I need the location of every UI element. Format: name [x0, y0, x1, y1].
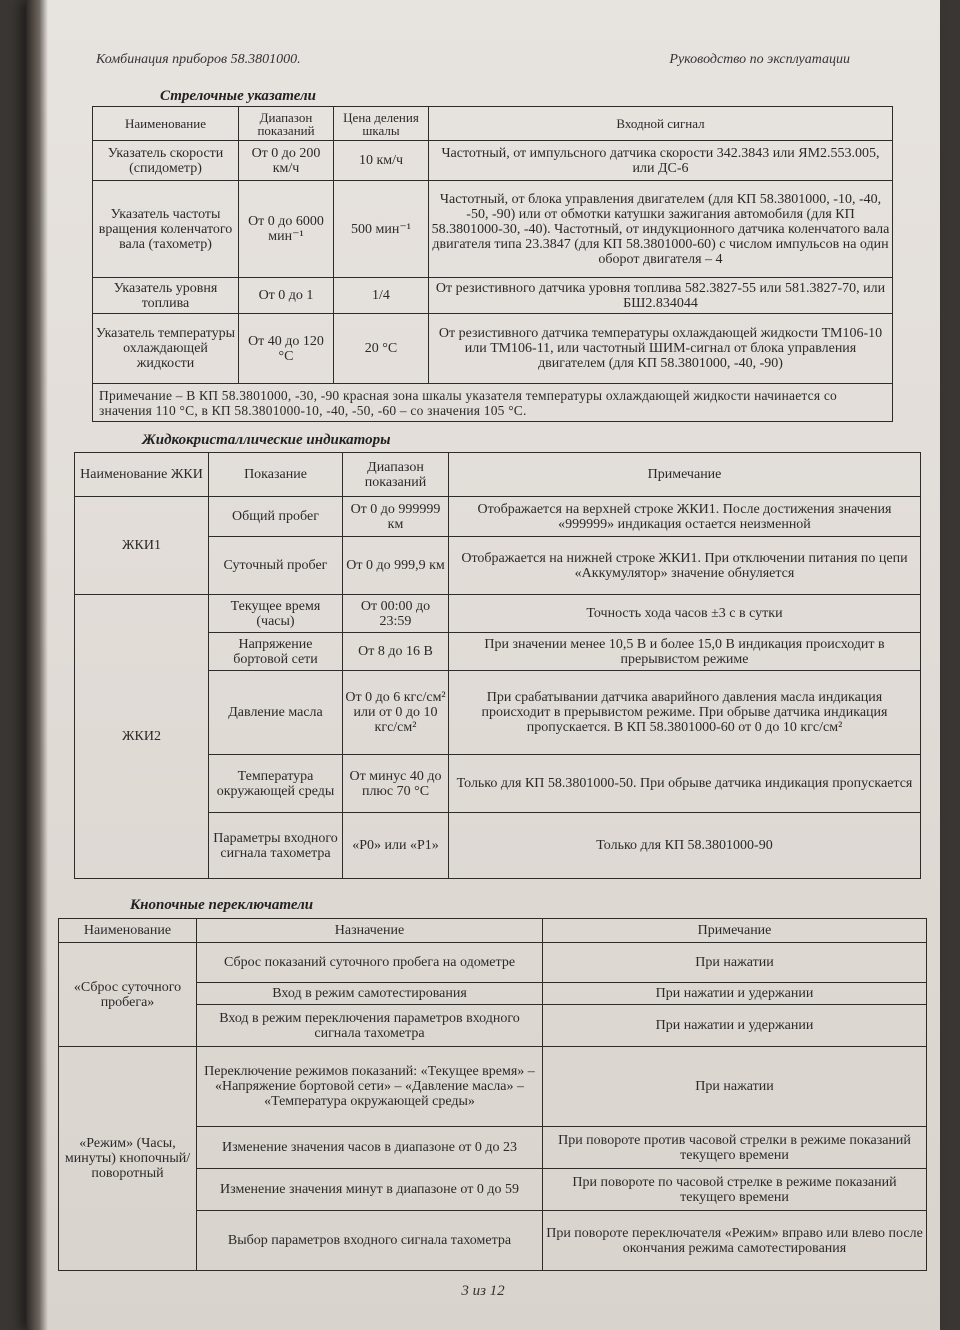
gauge-name: Указатель скорости (спидометр) [93, 141, 239, 181]
table-row [59, 1047, 927, 1127]
col-header: Входной сигнал [429, 107, 893, 141]
lcd-note: Отображается на нижней строке ЖКИ1. При отключении питания по цепи «Аккумулятор» значение обнуляется [449, 537, 921, 595]
gauges-table [92, 106, 893, 422]
lcd-range: От 0 до 6 кгс/см² или от 0 до 10 кгс/см² [343, 671, 449, 755]
lcd-reading: Общий пробег [209, 497, 343, 537]
table-row [93, 181, 893, 278]
button-group-name: «Сброс суточного пробега» [59, 943, 197, 1047]
gauge-name: Указатель температуры охлаждающей жидкости [93, 314, 239, 384]
lcd-note: Только для КП 58.3801000-50. При обрыве датчика индикация пропускается [449, 755, 921, 813]
section-title-gauges: Стрелочные указатели [160, 88, 317, 104]
lcd-table [74, 452, 921, 879]
button-note: При нажатии [543, 943, 927, 983]
section-title-buttons: Кнопочные переключатели [130, 897, 314, 913]
lcd-range: От 8 до 16 В [343, 633, 449, 671]
col-header: Назначение [197, 919, 543, 943]
page-number: 3 из 12 [461, 1283, 505, 1299]
table-row [59, 943, 927, 983]
lcd-note: При значении менее 10,5 В и более 15,0 В индикация происходит в прерывистом режиме [449, 633, 921, 671]
col-header: Примечание [449, 453, 921, 497]
note-row [93, 384, 893, 422]
lcd-group-name: ЖКИ2 [75, 595, 209, 879]
header-right: Руководство по эксплуатации [669, 52, 850, 67]
lcd-reading: Температура окружающей среды [209, 755, 343, 813]
table-row [93, 278, 893, 314]
header-left: Комбинация приборов 58.3801000. [96, 52, 301, 67]
binding-shadow [26, 0, 48, 1330]
button-purpose: Вход в режим переключения параметров входного сигнала тахометра [197, 1005, 543, 1047]
button-note: При повороте против часовой стрелки в режиме показаний текущего времени [543, 1127, 927, 1169]
table-row [93, 314, 893, 384]
col-header: Цена деления шкалы [334, 107, 429, 141]
gauges-note: Примечание – В КП 58.3801000, -30, -90 красная зона шкалы указателя температуры охлаждающей жидкости начинается со значения 110 °С, в КП 58.3801000-10, -40, -50, -60 – со значения 105 °С. [93, 384, 893, 422]
table-row [75, 497, 921, 537]
button-note: При повороте переключателя «Режим» вправо или влево после окончания режима самотестирования [543, 1211, 927, 1271]
button-group-name: «Режим» (Часы, минуты) кнопочный/ поворотный [59, 1047, 197, 1271]
col-header: Примечание [543, 919, 927, 943]
lcd-range: От 00:00 до 23:59 [343, 595, 449, 633]
gauge-division: 1/4 [334, 278, 429, 314]
lcd-note: При срабатывании датчика аварийного давления масла индикация происходит в прерывистом режиме. При обрыве датчика индикация пропускается. В КП 58.3801000-60 от 0 до 10 кгс/см² [449, 671, 921, 755]
button-note: При нажатии и удержании [543, 983, 927, 1005]
col-header: Наименование [59, 919, 197, 943]
gauge-signal: От резистивного датчика температуры охлаждающей жидкости ТМ106-10 или ТМ106-11, или частотный ШИМ-сигнал от блока управления двигателем (для КП 58.3801000, -40, -90) [429, 314, 893, 384]
table-row [75, 595, 921, 633]
gauge-division: 10 км/ч [334, 141, 429, 181]
col-header: Наименование ЖКИ [75, 453, 209, 497]
document-page [26, 0, 940, 1330]
lcd-range: От минус 40 до плюс 70 °С [343, 755, 449, 813]
col-header: Диапазон показаний [239, 107, 334, 141]
gauge-range: От 0 до 200 км/ч [239, 141, 334, 181]
col-header: Показание [209, 453, 343, 497]
lcd-reading: Текущее время (часы) [209, 595, 343, 633]
lcd-reading: Параметры входного сигнала тахометра [209, 813, 343, 879]
button-purpose: Изменение значения минут в диапазоне от 0 до 59 [197, 1169, 543, 1211]
buttons-table [58, 918, 927, 1271]
gauge-division: 20 °С [334, 314, 429, 384]
lcd-group-name: ЖКИ1 [75, 497, 209, 595]
lcd-reading: Давление масла [209, 671, 343, 755]
lcd-reading: Суточный пробег [209, 537, 343, 595]
lcd-range: От 0 до 999999 км [343, 497, 449, 537]
button-note: При нажатии [543, 1047, 927, 1127]
lcd-note: Точность хода часов ±3 с в сутки [449, 595, 921, 633]
gauge-range: От 40 до 120 °С [239, 314, 334, 384]
gauge-name: Указатель частоты вращения коленчатого вала (тахометр) [93, 181, 239, 278]
button-purpose: Сброс показаний суточного пробега на одометре [197, 943, 543, 983]
gauge-signal: Частотный, от импульсного датчика скорости 342.3843 или ЯМ2.553.005, или ДС-6 [429, 141, 893, 181]
gauge-range: От 0 до 1 [239, 278, 334, 314]
button-purpose: Выбор параметров входного сигнала тахометра [197, 1211, 543, 1271]
button-note: При нажатии и удержании [543, 1005, 927, 1047]
lcd-range: «Р0» или «Р1» [343, 813, 449, 879]
button-purpose: Переключение режимов показаний: «Текущее время» – «Напряжение бортовой сети» – «Давление масла» – «Температура окружающей среды» [197, 1047, 543, 1127]
lcd-range: От 0 до 999,9 км [343, 537, 449, 595]
lcd-note: Отображается на верхней строке ЖКИ1. После достижения значения «999999» индикация остается неизменной [449, 497, 921, 537]
button-purpose: Вход в режим самотестирования [197, 983, 543, 1005]
gauge-signal: От резистивного датчика уровня топлива 582.3827-55 или 581.3827-70, или БШ2.834044 [429, 278, 893, 314]
table-header-row [59, 919, 927, 943]
button-purpose: Изменение значения часов в диапазоне от 0 до 23 [197, 1127, 543, 1169]
table-header-row [93, 107, 893, 141]
table-header-row [75, 453, 921, 497]
section-title-lcd: Жидкокристаллические индикаторы [142, 432, 391, 448]
gauge-name: Указатель уровня топлива [93, 278, 239, 314]
gauge-range: От 0 до 6000 мин⁻¹ [239, 181, 334, 278]
lcd-reading: Напряжение бортовой сети [209, 633, 343, 671]
gauge-division: 500 мин⁻¹ [334, 181, 429, 278]
col-header: Наименование [93, 107, 239, 141]
table-row [93, 141, 893, 181]
lcd-note: Только для КП 58.3801000-90 [449, 813, 921, 879]
button-note: При повороте по часовой стрелке в режиме показаний текущего времени [543, 1169, 927, 1211]
col-header: Диапазон показаний [343, 453, 449, 497]
gauge-signal: Частотный, от блока управления двигателем (для КП 58.3801000, -10, -40, -50, -90) или от обмотки катушки зажигания автомобиля (для КП 58.3801000-30, -40). Частотный, от индукционного датчика коленчатого вала двигателя типа 23.3847 (для КП 58.3801000-60) с числом импульсов на один оборот двигателя – 4 [429, 181, 893, 278]
